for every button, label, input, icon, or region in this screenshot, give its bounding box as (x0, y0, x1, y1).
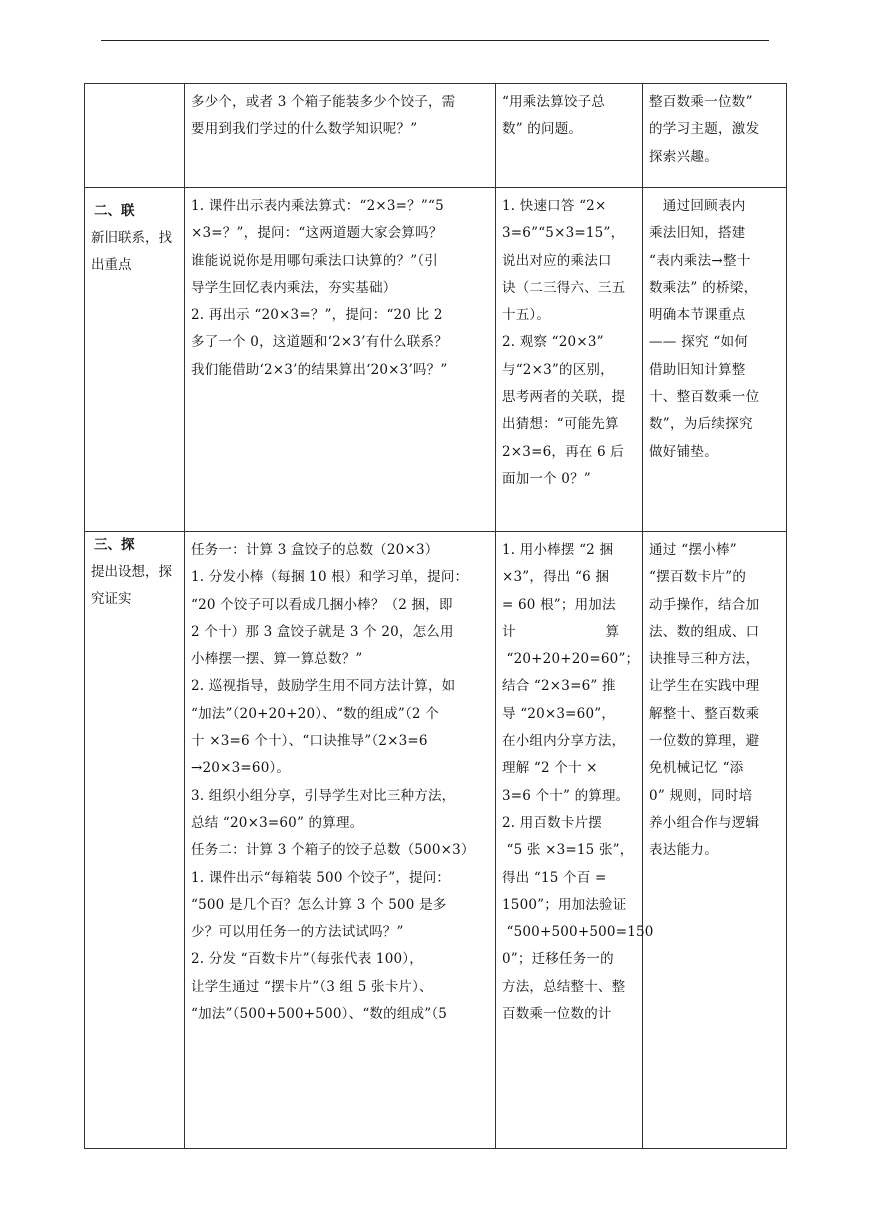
text-line: 养小组合作与逻辑 (649, 814, 760, 831)
teacher-activity-cell (185, 532, 496, 1149)
text-line: 计 算 (502, 623, 620, 640)
text-line: 1500”；用加法验证 (502, 896, 627, 913)
text-line: 明确本节课重点 (649, 307, 746, 324)
text-line: 诀推导三种方法， (649, 651, 760, 668)
stage-name: 二、联 (94, 203, 135, 219)
student-lines (496, 188, 642, 497)
text-line: 1. 快速口答 “2× (502, 198, 607, 214)
text-line: 说出对应的乘法口 (502, 252, 612, 269)
text-line: 谁能说说你是用哪句乘法口诀算的？”（引 (191, 252, 438, 269)
text-line: 数乘法” 的桥梁， (649, 279, 758, 296)
text-line: 1. 用小棒摆 “2 捆 (502, 542, 614, 558)
text-line: 法、数的组成、口 (649, 623, 760, 640)
text-line: 小棒摆一摆、算一算总数？” (191, 651, 363, 668)
text-line: 2 个十）那 3 盒饺子就是 3 个 20，怎么用 (191, 623, 454, 640)
text-line: 解整十、整百数乘 (649, 705, 760, 722)
student-activity-cell (496, 532, 654, 1149)
text-line: 借助旧知计算整 (649, 361, 746, 378)
text-line: 方法，总结整十、整 (502, 978, 626, 995)
text-line: 导 “20×3=60”， (502, 705, 616, 722)
text-line: “摆百数卡片”的 (649, 569, 747, 586)
text-line: 2. 观察 “20×3” (502, 334, 604, 351)
text-line: “500+500+500=150 (502, 924, 654, 941)
text-line: 通过 “摆小棒” (649, 542, 737, 558)
lesson-plan-body (85, 84, 787, 1149)
text-line: 3. 组织小组分享，引导学生对比三种方法， (191, 787, 456, 804)
intent-lines (643, 188, 786, 470)
design-intent-cell (643, 532, 787, 1149)
text-line: 3=6 个十” 的算理。 (502, 787, 630, 804)
text-line: 少？可以用任务一的方法试试吗？” (191, 924, 404, 941)
stage-desc-line: 究证实 (91, 591, 132, 607)
text-line: 在小组内分享方法， (502, 733, 626, 750)
text-line: 让学生通过 “摆卡片”（3 组 5 张卡片）、 (191, 978, 433, 995)
text-line: “加法”（500+500+500）、“数的组成”（5 (191, 1006, 448, 1023)
text-line: 1. 课件出示表内乘法算式：“2×3=？”“5 (191, 198, 444, 214)
student-activity-cell (496, 188, 643, 532)
text-line: = 60 根”；用加法 (502, 596, 616, 613)
table-row-intro-continuation (85, 84, 787, 188)
stage-desc-line: 新旧联系，找 (91, 230, 172, 246)
text-line: 出猜想：“可能先算 (502, 416, 619, 433)
text-line: 2. 再出示 “20×3=？”，提问：“20 比 2 (191, 307, 443, 324)
text-line: 十五）。 (502, 307, 551, 324)
text-line: “500 是几个百？怎么计算 3 个 500 是多 (191, 896, 447, 913)
intent-lines (643, 84, 786, 175)
text-line: 表达能力。 (649, 842, 718, 859)
text-line: 通过回顾表内 (649, 198, 746, 214)
text-line: 0” 规则，同时培 (649, 787, 753, 804)
text-line: 面加一个 0？” (502, 470, 591, 487)
text-line: 做好铺垫。 (649, 443, 718, 460)
text-line: 2. 分发 “百数卡片”（每张代表 100）， (191, 951, 423, 968)
text-line: →20×3=60）。 (191, 760, 291, 777)
text-line: 结合 “2×3=6” 推 (502, 678, 616, 695)
text-line: ×3”，得出 “6 捆 (502, 569, 610, 586)
text-line: 1. 分发小棒（每捆 10 根）和学习单，提问： (191, 569, 469, 586)
text-line: 一位数的算理，避 (649, 733, 760, 750)
table-row-stage-explore (85, 532, 787, 1149)
text-line: —— 探究 “如何 (649, 334, 749, 351)
text-line: 诀（二三得六、三五 (502, 279, 626, 296)
stage-desc-line: 出重点 (91, 257, 132, 273)
text-line: “5 张 ×3=15 张”， (502, 842, 634, 859)
text-line: 1. 课件出示“每箱装 500 个饺子”，提问： (191, 869, 451, 886)
text-line: 任务一：计算 3 盒饺子的总数（20×3） (191, 542, 439, 558)
stage-name: 三、探 (94, 537, 135, 553)
teacher-lines (185, 188, 495, 388)
text-line: “加法”（20+20+20）、“数的组成”（2 个 (191, 705, 439, 722)
student-lines (496, 84, 642, 148)
text-line: 任务二：计算 3 个箱子的饺子总数（500×3） (191, 842, 475, 859)
teacher-lines (185, 84, 495, 148)
text-line: 我们能借助‘2×3’的结果算出‘20×3’吗？” (191, 361, 448, 378)
page-header-rule (101, 40, 769, 41)
teacher-lines (185, 532, 495, 1032)
text-line: 2. 巡视指导，鼓励学生用不同方法计算，如 (191, 678, 456, 695)
text-line: 免机械记忆 “添 (649, 760, 744, 777)
text-line: 3=6”“5×3=15”， (502, 225, 625, 242)
text-line: 整百数乘一位数” (649, 94, 753, 110)
stage-cell-empty (85, 84, 185, 188)
text-line: 理解 “2 个十 × (502, 760, 598, 777)
text-line: 要用到我们学过的什么数学知识呢？” (191, 121, 418, 138)
design-intent-cell (643, 84, 787, 188)
stage-cell (85, 188, 185, 532)
text-line: 多少个，或者 3 个箱子能装多少个饺子，需 (191, 94, 456, 110)
text-line: “表内乘法→整十 (649, 252, 751, 269)
text-line: 数”，为后续探究 (649, 416, 753, 433)
text-line: 总结 “20×3=60” 的算理。 (191, 814, 364, 831)
text-line: 与“2×3”的区别， (502, 361, 614, 378)
lesson-plan-table (84, 83, 787, 1149)
text-line: 得出 “15 个百 = (502, 869, 607, 886)
stage-desc-line: 提出设想，探 (91, 564, 172, 580)
text-line: 思考两者的关联，提 (502, 389, 626, 406)
text-line: 探索兴趣。 (649, 148, 718, 165)
text-line: 乘法旧知，搭建 (649, 225, 746, 242)
text-line: 数” 的问题。 (502, 121, 583, 138)
teacher-activity-cell (185, 84, 496, 188)
text-line: 让学生在实践中理 (649, 678, 760, 695)
text-line: 0”；迁移任务一的 (502, 951, 614, 968)
text-line: 百数乘一位数的计 (502, 1006, 612, 1023)
text-line: 的学习主题，激发 (649, 121, 760, 138)
design-intent-cell (643, 188, 787, 532)
text-line: “用乘法算饺子总 (502, 94, 606, 110)
text-line: 导学生回忆表内乘法，夯实基础） (191, 279, 397, 296)
text-line: 动手操作，结合加 (649, 596, 760, 613)
text-line: “20 个饺子可以看成几捆小棒？（2 捆，即 (191, 596, 453, 613)
text-line: 十、整百数乘一位 (649, 389, 760, 406)
student-activity-cell (496, 84, 643, 188)
stage-cell (85, 532, 185, 1149)
table-row-stage-connect (85, 188, 787, 532)
student-lines (496, 532, 654, 1032)
text-line: 十 ×3=6 个十）、“口诀推导”（2×3=6 (191, 733, 428, 750)
text-line: “20+20+20=60”； (502, 651, 640, 668)
intent-lines (643, 532, 786, 869)
text-line: 2×3=6，再在 6 后 (502, 443, 624, 460)
text-line: 2. 用百数卡片摆 (502, 814, 602, 831)
text-line: 多了一个 0，这道题和‘2×3’有什么联系？ (191, 334, 448, 351)
text-line: ×3=？”，提问：“这两道题大家会算吗？ (191, 225, 443, 242)
teacher-activity-cell (185, 188, 496, 532)
